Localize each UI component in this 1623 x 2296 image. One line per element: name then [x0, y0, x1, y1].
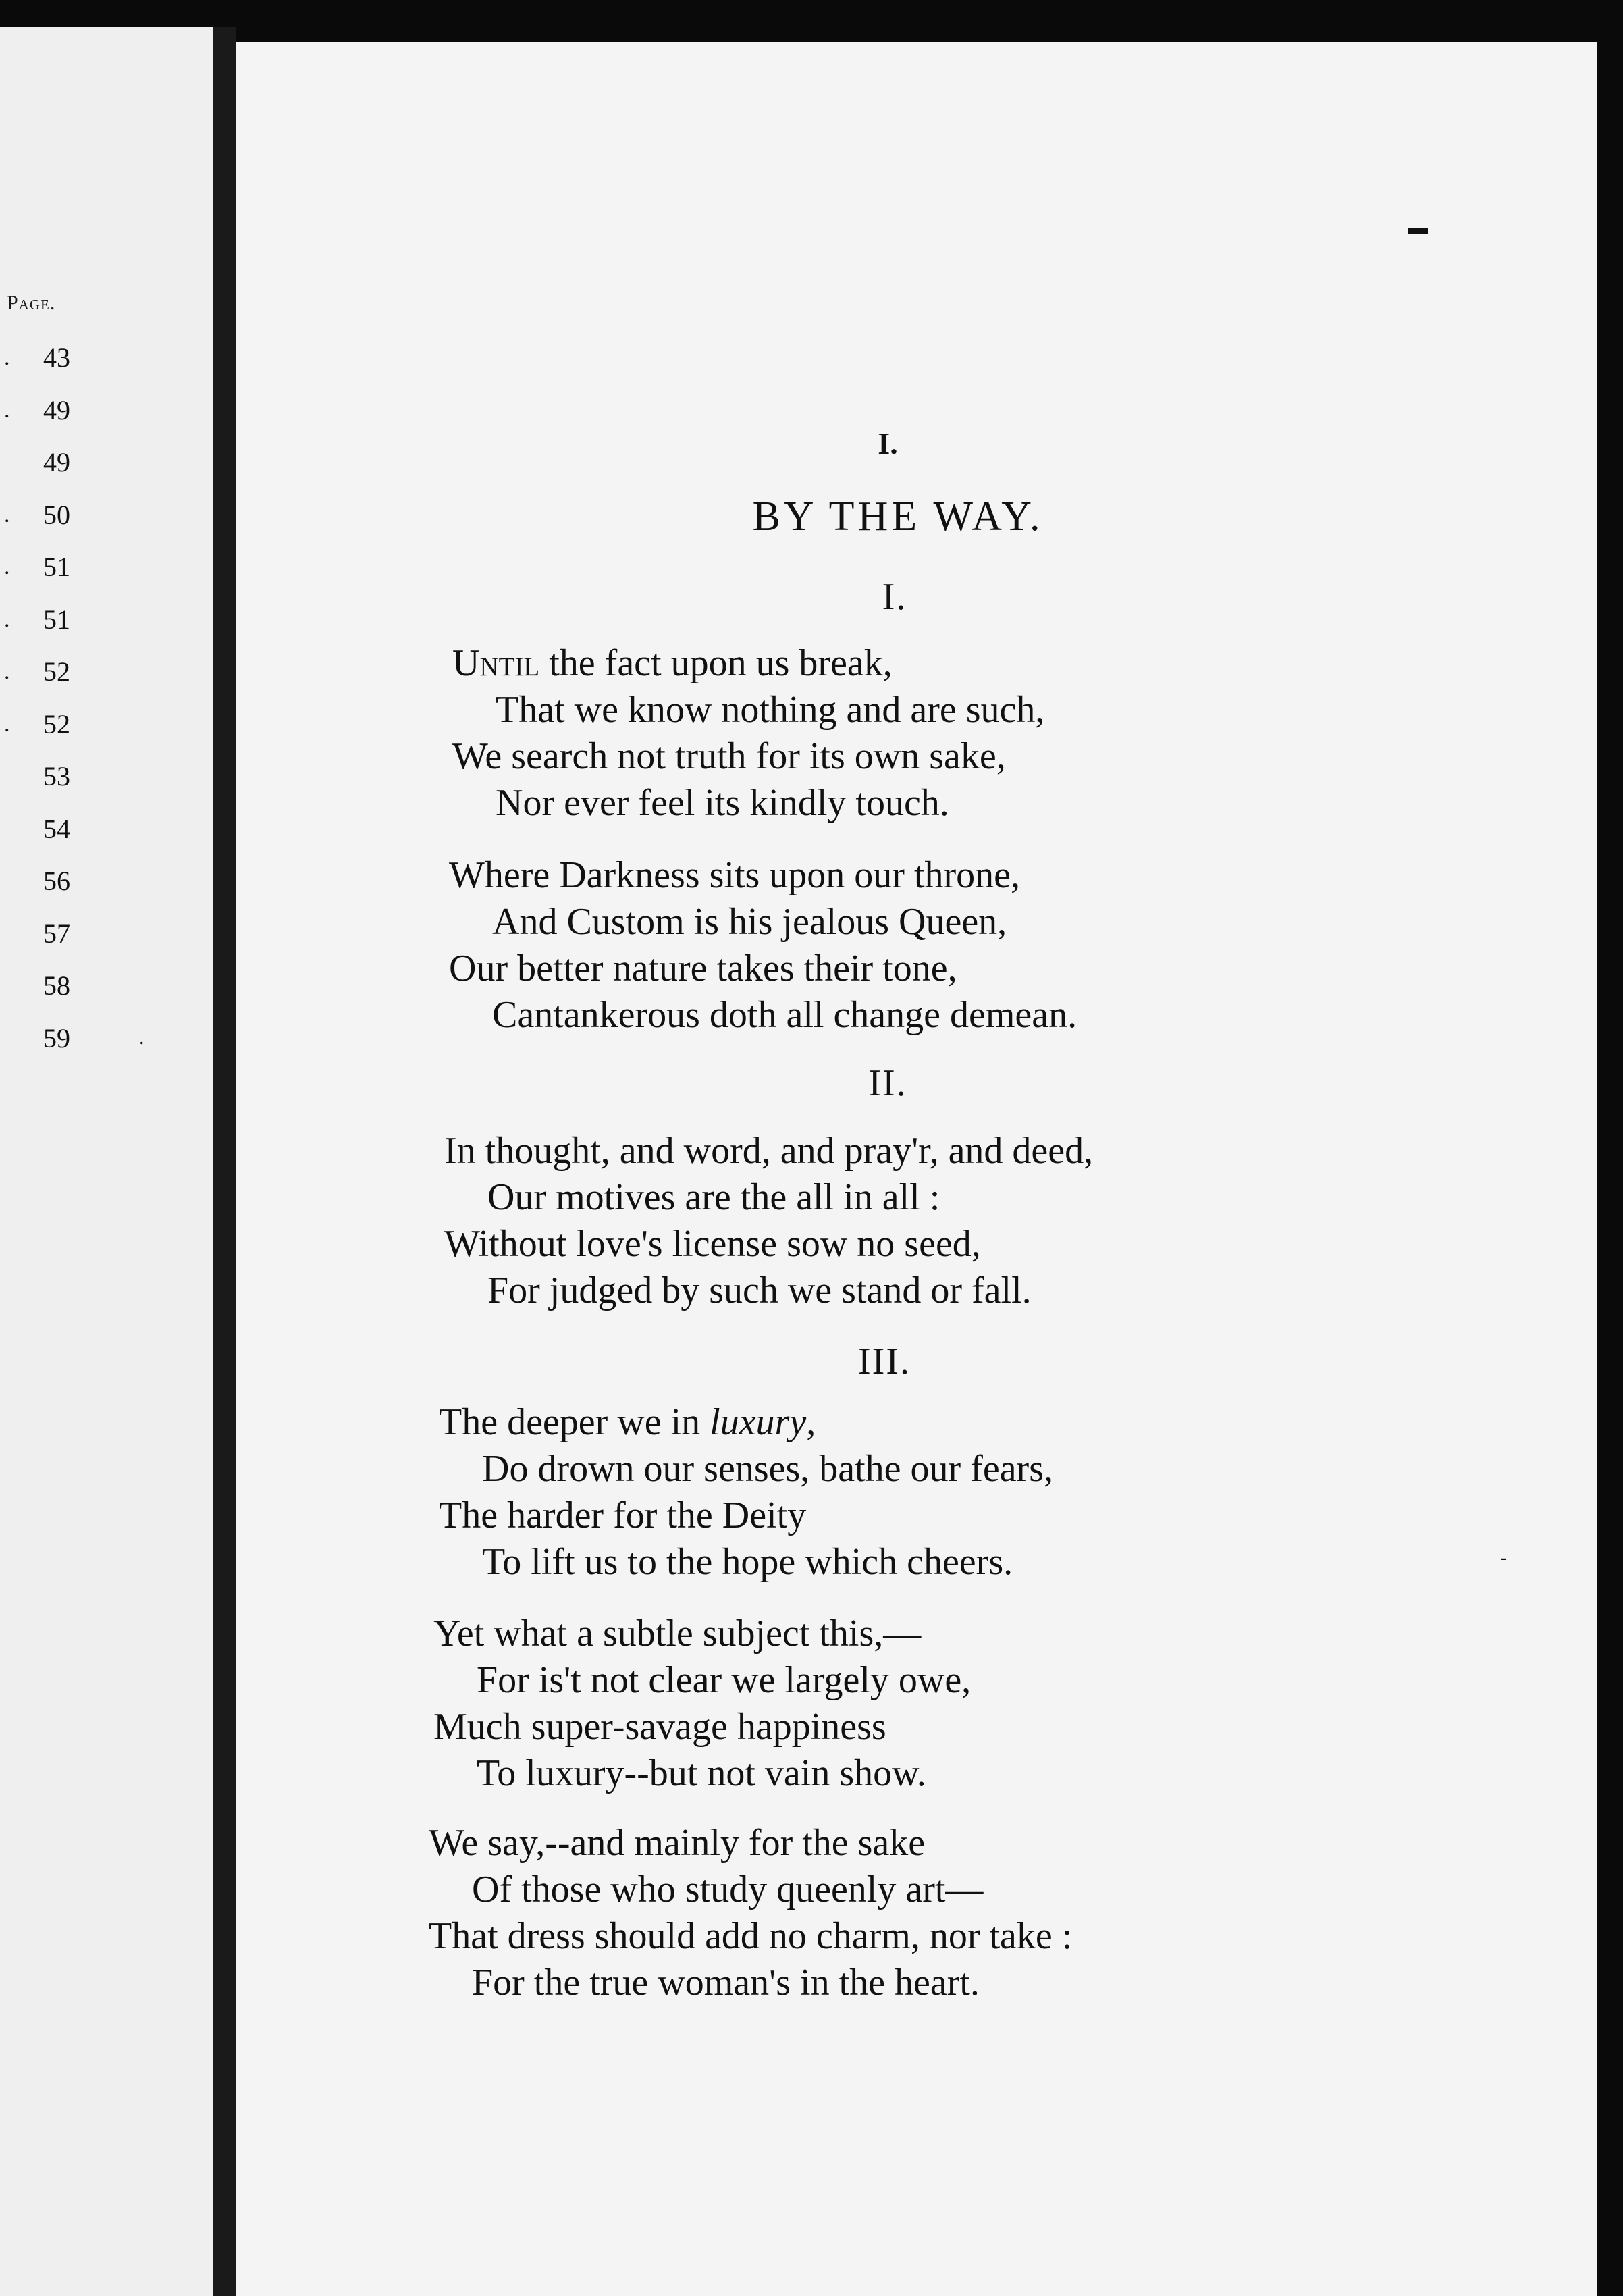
poem-line: Where Darkness sits upon our throne,: [449, 854, 1021, 896]
poem-title: BY THE WAY.: [752, 494, 1044, 540]
poem-line: Much super-savage happiness: [433, 1706, 886, 1748]
toc-page-number: 58: [43, 970, 70, 1001]
toc-entry: . 51: [0, 547, 122, 600]
section-number: I.: [878, 426, 898, 461]
stanza: [433, 1611, 971, 1797]
poem-line: The deeper we in luxury,: [439, 1401, 816, 1443]
page-edge-shadow: [1597, 42, 1623, 2296]
poem-line: Our better nature takes their tone,: [449, 947, 957, 989]
emphasis: luxury: [710, 1401, 807, 1443]
poem-line: Cantankerous doth all change demean.: [492, 994, 1077, 1036]
poem-line: Yet what a subtle subject this,—: [433, 1613, 922, 1654]
poem-line: For is't not clear we largely owe,: [477, 1659, 972, 1701]
toc-entry: . 43: [0, 338, 122, 390]
toc-page-number: 50: [43, 499, 70, 530]
toc-page-numbers: [0, 338, 122, 1070]
stanza-label: III.: [858, 1340, 911, 1382]
poem-line: We search not truth for its own sake,: [452, 735, 1006, 777]
toc-entry: [0, 756, 122, 809]
toc-page-number: 49: [43, 447, 70, 477]
toc-page-number: 54: [43, 813, 70, 844]
toc-page-number: 59: [43, 1022, 70, 1053]
stanza: [444, 1128, 1093, 1314]
toc-page-number: 43: [43, 342, 70, 373]
poem-line: Until the fact upon us break,: [452, 642, 893, 684]
poem-line: That dress should add no charm, nor take :: [429, 1915, 1073, 1957]
stanza-label: I.: [882, 576, 907, 618]
poem-line: Of those who study queenly art—: [472, 1869, 984, 1910]
toc-page-number: 57: [43, 918, 70, 949]
toc-entry: [0, 966, 122, 1018]
poem-line: To luxury--but not vain show.: [477, 1752, 926, 1794]
poem-line: That we know nothing and are such,: [496, 689, 1045, 731]
toc-entry: [0, 809, 122, 862]
toc-entry: . 49: [0, 390, 122, 443]
poem-line: To lift us to the hope which cheers.: [482, 1541, 1013, 1583]
stanza-label: II.: [868, 1062, 907, 1104]
toc-entry: . 52: [0, 652, 122, 704]
toc-page-number: 52: [43, 656, 70, 687]
poem-line: And Custom is his jealous Queen,: [492, 901, 1007, 943]
toc-entry: . 51: [0, 600, 122, 652]
toc-entry: [0, 1018, 122, 1071]
stanza: [449, 852, 1077, 1039]
toc-page-header: Page.: [7, 292, 56, 314]
toc-page-number: 53: [43, 761, 70, 791]
drop-word: Until: [452, 642, 540, 684]
toc-entry: [0, 442, 122, 495]
poem-line: We say,--and mainly for the sake: [429, 1822, 926, 1864]
ink-speck: ▬: [1408, 216, 1428, 238]
toc-page-number: 51: [43, 552, 70, 582]
book-gutter: [213, 27, 236, 2296]
toc-page-number: 51: [43, 604, 70, 635]
poem-line: Our motives are the all in all :: [487, 1176, 940, 1218]
toc-page-number: 52: [43, 708, 70, 739]
toc-entry: [0, 861, 122, 914]
stanza: [439, 1399, 1053, 1586]
toc-entry: . 52: [0, 704, 122, 757]
poem-line: For judged by such we stand or fall.: [487, 1270, 1032, 1311]
ink-speck: .: [139, 1026, 144, 1049]
poem-line: In thought, and word, and pray'r, and deed,: [444, 1130, 1094, 1172]
stanza: [452, 640, 1044, 827]
toc-entry: . 50: [0, 495, 122, 548]
poem-line: The harder for the Deity: [439, 1494, 807, 1536]
toc-page-number: 56: [43, 866, 70, 896]
poem-line: Nor ever feel its kindly touch.: [496, 782, 949, 824]
ink-speck: -: [1500, 1546, 1507, 1569]
stanza: [429, 1820, 1072, 2006]
toc-entry: [0, 914, 122, 966]
poem-line: Do drown our senses, bathe our fears,: [482, 1448, 1053, 1490]
poem-line: Without love's license sow no seed,: [444, 1223, 981, 1265]
poem-line: For the true woman's in the heart.: [472, 1962, 980, 2004]
toc-page-number: 49: [43, 394, 70, 425]
